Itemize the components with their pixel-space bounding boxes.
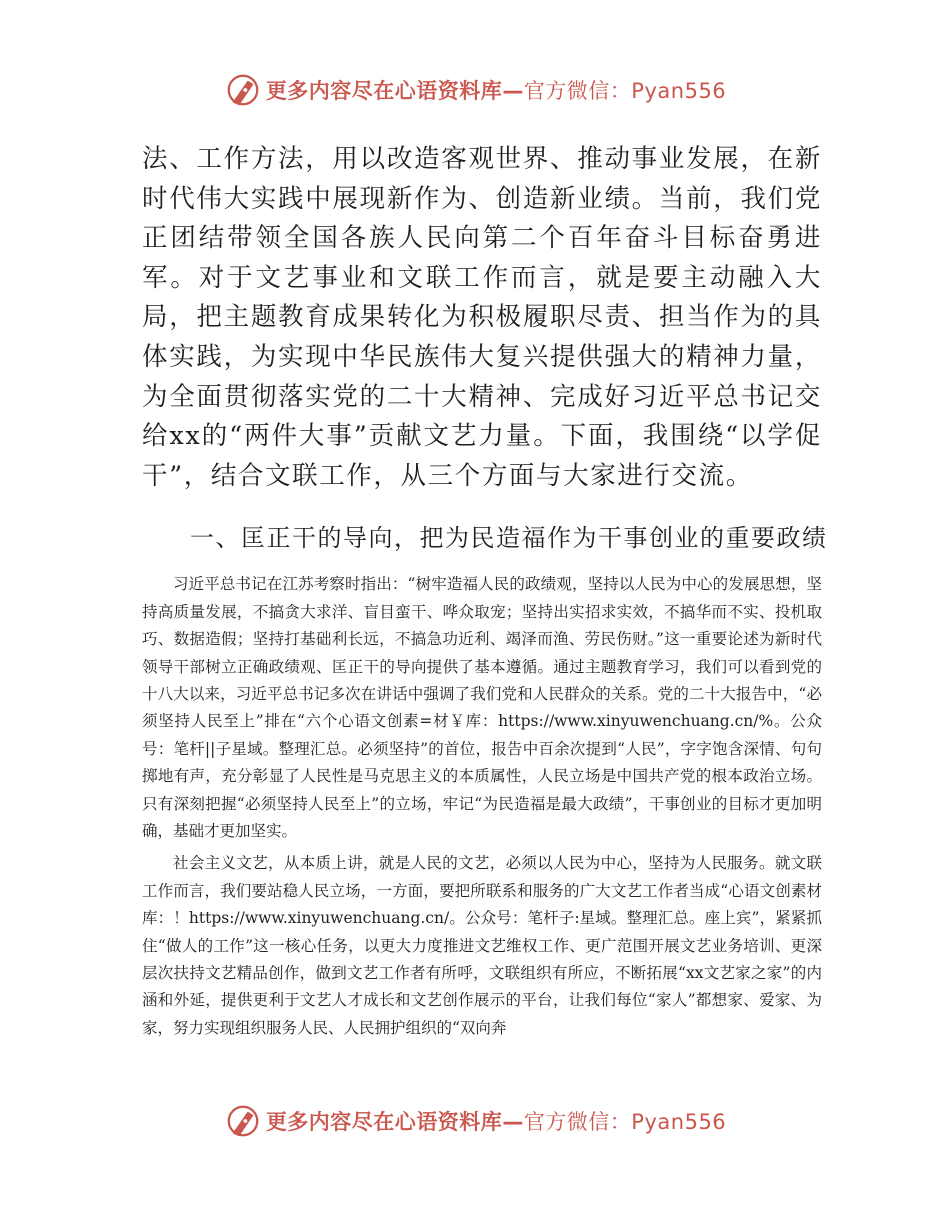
pen-nib-logo-icon xyxy=(224,1102,262,1140)
banner-text: 更多内容尽在心语资料库—官方微信：Pyan556 xyxy=(265,1110,727,1134)
document-body xyxy=(142,140,828,1042)
pen-nib-logo-icon xyxy=(224,71,262,109)
body-paragraph-2: 社会主义文艺，从本质上讲，就是人民的文艺，必须以人民为中心，坚持为人民服务。就文联工作而言，我们要站稳人民立场，一方面，要把所联系和服务的广大文艺工作者当成“心语文创素材库：！https://www.xinyuwenchuang.cn/。公众号：笔杆子:星域。整理汇总。座上宾”，紧紧抓住“做人的工作”这一核心任务，以更大力度推进文艺维权工作、更广范围开展文艺业务培训、更深层次扶持文艺精品创作，做到文艺工作者有所呼，文联组织有所应，不断拓展“xx文艺家之家”的内涵和外延，提供更利于文艺人才成长和文艺创作展示的平台，让我们每位“家人”都想家、爱家、为家，努力实现组织服务人民、人民拥护组织的“双向奔 xyxy=(142,854,822,1037)
footer-banner xyxy=(0,1099,950,1143)
section-heading: 一、匡正干的导向，把为民造福作为干事创业的重要政绩 xyxy=(190,524,828,553)
body-paragraph-1: 习近平总书记在江苏考察时指出：“树牢造福人民的政绩观，坚持以人民为中心的发展思想，坚持高质量发展，不搞贪大求洋、盲目蛮干、哗众取宠；坚持出实招求实效，不搞华而不实、投机取巧、数据造假；坚持打基础利长远，不搞急功近利、竭泽而渔、劳民伤财。”这一重要论述为新时代领导干部树立正确政绩观、匡正干的导向提供了基本遵循。通过主题教育学习，我们可以看到党的十八大以来，习近平总书记多次在讲话中强调了我们党和人民群众的关系。党的二十大报告中，“必须坚持人民至上”排在“六个心语文创素=材￥库：https://www.xinyuwenchuang.cn/%。公众号：笔杆||子星域。整理汇总。必须坚持”的首位，报告中百余次提到“人民”，字字饱含深情、句句掷地有声，充分彰显了人民性是马克思主义的本质属性，人民立场是中国共产党的根本政治立场。只有深刻把握“必须坚持人民至上”的立场，牢记“为民造福是最大政绩”，干事创业的目标才更加明确，基础才更加坚实。 xyxy=(142,575,822,840)
wechat-id: 官方微信：Pyan556 xyxy=(523,1110,727,1134)
wechat-id: 官方微信：Pyan556 xyxy=(523,79,727,103)
banner-text: 更多内容尽在心语资料库—官方微信：Pyan556 xyxy=(265,79,727,103)
intro-paragraph: 法、工作方法，用以改造客观世界、推动事业发展，在新时代伟大实践中展现新作为、创造新业绩。当前，我们党正团结带领全国各族人民向第二个百年奋斗目标奋勇进军。对于文艺事业和文联工作而言，就是要主动融入大局，把主题教育成果转化为积极履职尽责、担当作为的具体实践，为实现中华民族伟大复兴提供强大的精神力量，为全面贯彻落实党的二十大精神、完成好习近平总书记交给xx的“两件大事”贡献文艺力量。下面，我围绕“以学促干”，结合文联工作，从三个方面与大家进行交流。 xyxy=(142,144,822,491)
header-banner xyxy=(0,68,950,112)
